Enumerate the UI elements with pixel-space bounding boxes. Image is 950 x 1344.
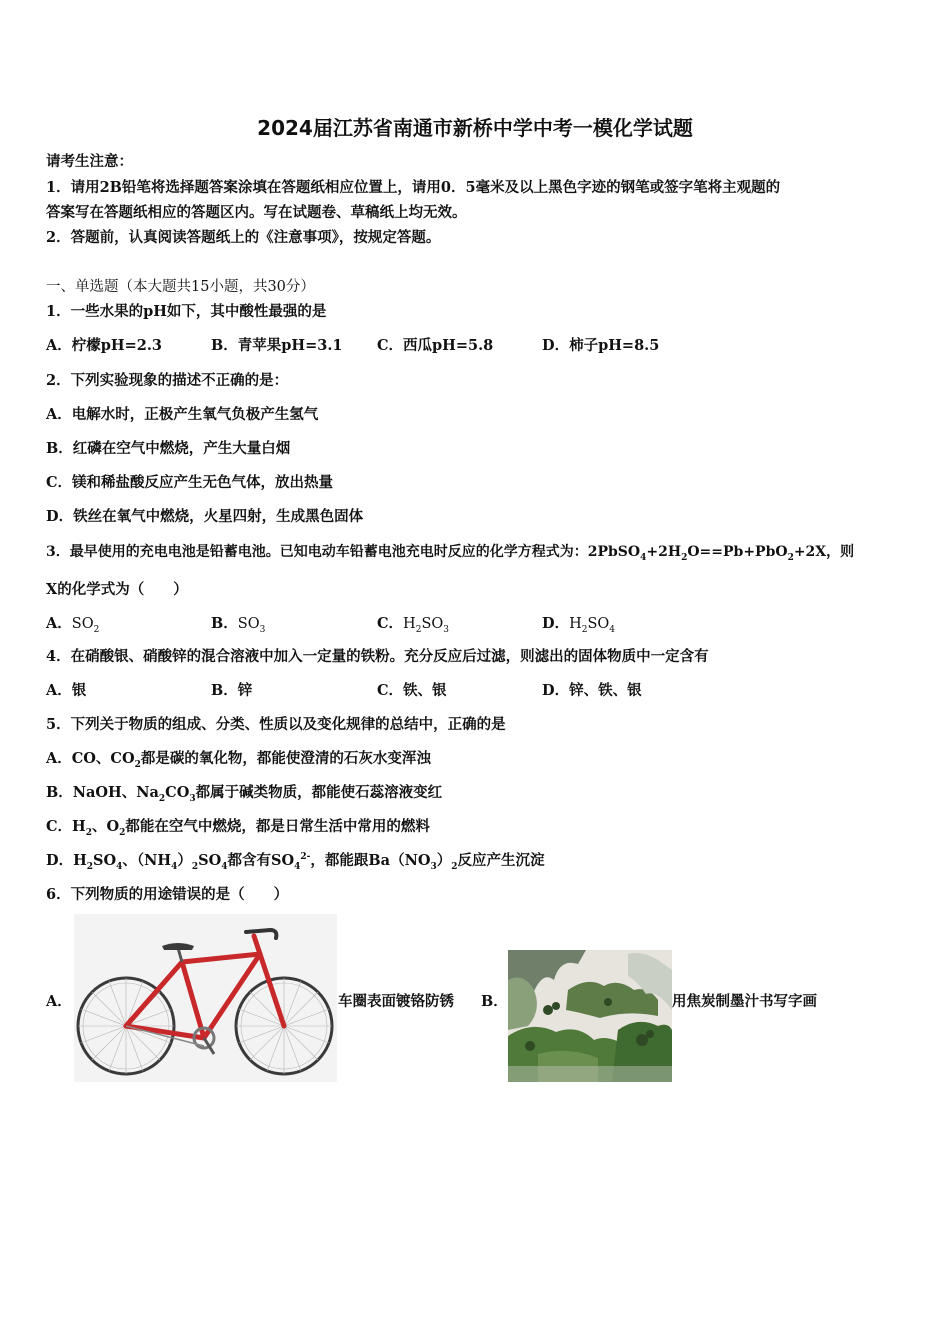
q2-option-a: A．电解水时，正极产生氧气负极产生氢气	[46, 406, 319, 423]
q4-option-a: A．银	[46, 682, 87, 699]
q6-stem: 6．下列物质的用途错误的是（ ）	[46, 886, 289, 903]
notice-item-1a: 1．请用2B铅笔将选择题答案涂填在答题纸相应位置上，请用0．5毫米及以上黑色字迹的钢笔或签字笔将主观题的	[46, 179, 781, 196]
bicycle-icon	[74, 914, 337, 1082]
q1-option-d: D．柿子pH=8.5	[542, 337, 660, 354]
q4-stem: 4．在硝酸银、硝酸锌的混合溶液中加入一定量的铁粉。充分反应后过滤，则滤出的固体物质中一定含有	[46, 648, 709, 665]
q6-option-b-text: 用焦炭制墨汁书写字画	[672, 993, 817, 1010]
q1-option-c: C．西瓜pH=5.8	[377, 337, 494, 354]
q2-stem: 2．下列实验现象的描述不正确的是：	[46, 372, 289, 389]
page-title: 2024届江苏省南通市新桥中学中考一模化学试题	[257, 116, 693, 140]
q5-option-b: B．NaOH、$Na_2CO_3$都属于碱类物质，都能使石蕊溶液变红	[46, 784, 443, 804]
section-heading: 一、单选题（本大题共15小题，共30分）	[46, 279, 315, 295]
q6-option-a-letter: A．	[46, 993, 72, 1010]
bicycle-image	[74, 914, 337, 1082]
q4-option-c: C．铁、银	[377, 682, 447, 699]
notice-heading: 请考生注意：	[46, 153, 133, 170]
q5-stem: 5．下列关于物质的组成、分类、性质以及变化规律的总结中，正确的是	[46, 716, 506, 733]
notice-item-2: 2．答题前，认真阅读答题纸上的《注意事项》，按规定答题。	[46, 229, 441, 246]
ink-painting-image	[508, 950, 672, 1082]
q1-option-b: B．青苹果pH=3.1	[211, 337, 343, 354]
q1-stem: 1．一些水果的pH如下，其中酸性最强的是	[46, 303, 327, 320]
q5-option-d: D．$H_2SO_4$、$(NH_4)_2SO_4$都含有$SO_4^{2-}$，都能跟$Ba(NO_3)_2$反应产生沉淀	[46, 852, 545, 872]
q6-option-b-letter: B．	[481, 993, 508, 1010]
q3-option-d: D．$H_2SO_4$	[542, 615, 616, 635]
q5-option-a: A．CO、$CO_2$都是碳的氧化物，都能使澄清的石灰水变浑浊	[46, 750, 431, 770]
q4-option-d: D．锌、铁、银	[542, 682, 642, 699]
q3-stem-line2: X的化学式为（ ）	[46, 581, 188, 598]
q2-option-d: D．铁丝在氧气中燃烧，火星四射，生成黑色固体	[46, 508, 364, 525]
q5-option-c: C．$H_2$、$O_2$都能在空气中燃烧，都是日常生活中常用的燃料	[46, 818, 430, 838]
q6-option-a-text: 车圈表面镀铬防锈	[338, 993, 454, 1010]
notice-item-1b: 答案写在答题纸相应的答题区内。写在试题卷、草稿纸上均无效。	[46, 204, 467, 221]
landscape-painting-icon	[508, 950, 672, 1082]
q1-option-a: A．柠檬pH=2.3	[46, 337, 162, 354]
q3-stem-line1: 3．最早使用的充电电池是铅蓄电池。已知电动车铅蓄电池充电时反应的化学方程式为：$2PbSO_4+2H_2O==Pb+PbO_2+2X$，则	[46, 544, 855, 563]
q3-option-c: C．$H_2SO_3$	[377, 615, 449, 635]
q3-option-a: A．$SO_2$	[46, 615, 100, 635]
q3-option-b: B．$SO_3$	[211, 615, 266, 635]
q2-option-c: C．镁和稀盐酸反应产生无色气体，放出热量	[46, 474, 334, 491]
q2-option-b: B．红磷在空气中燃烧，产生大量白烟	[46, 440, 291, 457]
q4-option-b: B．锌	[211, 682, 253, 699]
